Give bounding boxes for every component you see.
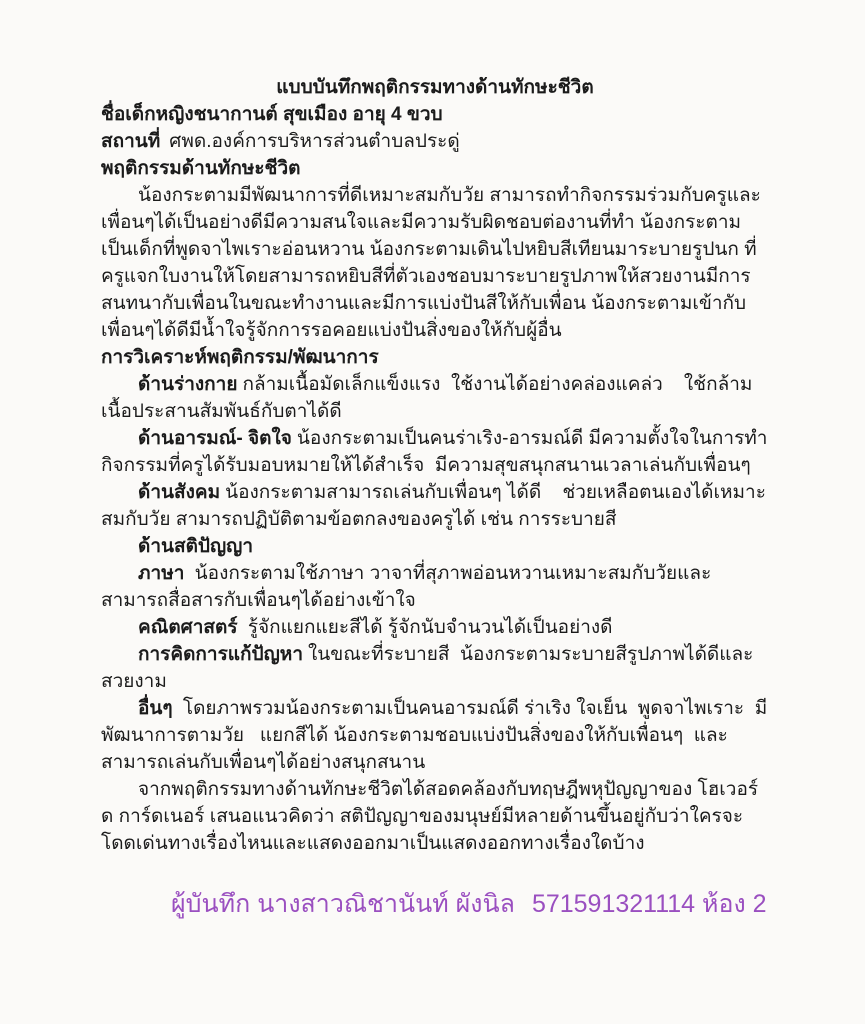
paragraph-physical [101, 371, 769, 425]
page-title: แบบบันทึกพฤติกรรมทางด้านทักษะชีวิต [276, 77, 594, 98]
paragraph-text: น้องกระตามเป็นคนร่าเริง-อารมณ์ดี มีความตั้งใจในการทำกิจกรรมที่ครูได้รับมอบหมายให้ได้สำเร็จ มีความสุขสนุกสนานเวลาเล่นกับเพื่อนๆ [101, 428, 768, 476]
paragraph-text: น้องกระตามมีพัฒนาการที่ดีเหมาะสมกับวัย สามารถทำกิจกรรมร่วมกับครูและเพื่อนๆได้เป็นอย่างดีมีความสนใจและมีความรับผิดชอบต่องานที่ทำ น้องกระตามเป็นเด็กที่พูดจาไพเราะอ่อนหวาน น้องกระตามเดินไปหยิบสีเทียนมาระบายรูปนก ที่ครูแจกใบงานให้โดยสามารถหยิบสีที่ตัวเองชอบมาระบายรูปภาพให้สวยงานมีการสนทนากับเพื่อนในขณะทำงานและมีการแบ่งปันสีให้กับเพื่อน น้องกระตามเข้ากับเพื่อนๆได้ดีมีน้ำใจรู้จักการรอคอยแบ่งปันสิ่งของให้กับผู้อื่น [101, 185, 761, 341]
paragraph-text: น้องกระตามใช้ภาษา วาจาที่สุภาพอ่อนหวานเหมาะสมกับวัยและสามารถสื่อสารกับเพื่อนๆได้อย่างเข้าใจ [101, 563, 712, 611]
paragraph-math [101, 614, 769, 641]
paragraph-label: อื่นๆ [138, 698, 173, 719]
paragraph-label: คณิตศาสตร์ [138, 617, 238, 638]
recorder-name: นางสาวณิชานันท์ ผังนิล [257, 890, 515, 918]
section-heading-life-skills: พฤติกรรมด้านทักษะชีวิต [101, 158, 301, 179]
paragraph-text: น้องกระตามสามารถเล่นกับเพื่อนๆ ได้ดี ช่วยเหลือตนเองได้เหมาะสมกับวัย สามารถปฏิบัติตามข้อตกลงของครูได้ เช่น การระบายสี [101, 482, 766, 530]
paragraph-label: ด้านสติปัญญา [138, 536, 254, 557]
paragraph-emotional [101, 425, 769, 479]
section-heading-analysis: การวิเคราะห์พฤติกรรม/พัฒนาการ [101, 347, 379, 368]
paragraph-text: โดยภาพรวมน้องกระตามเป็นคนอารมณ์ดี ร่าเริง ใจเย็น พูดจาไพเราะ มีพัฒนาการตามวัย แยกสีได้ น้องกระตามชอบแบ่งปันสิ่งของให้กับเพื่อนๆ และสามารถเล่นกับเพื่อนๆได้อย่างสนุกสนาน [101, 698, 768, 773]
place-line [101, 128, 769, 155]
recorder-line [101, 887, 769, 921]
paragraph-label: การคิดการแก้ปัญหา [138, 644, 303, 665]
place-label: สถานที่ [101, 131, 161, 152]
paragraph-label: ด้านร่างกาย [138, 374, 238, 395]
child-name-line: ชื่อเด็กหญิงชนากานต์ สุขเมือง อายุ 4 ขวบ [101, 104, 443, 125]
paragraph-label: ภาษา [138, 563, 185, 584]
place-value: ศพด.องค์การบริหารส่วนตำบลประดู่ [169, 131, 460, 152]
paragraph-theory [101, 776, 769, 857]
paragraph-intellectual-heading [101, 533, 769, 560]
student-id: 571591321114 [531, 890, 696, 918]
paragraph-text: จากพฤติกรรมทางด้านทักษะชีวิตได้สอดคล้องกับทฤษฎีพหุปัญญาของ โฮเวอร์ด การ์ดเนอร์ เสนอแนวคิดว่า สติปัญญาของมนุษย์มีหลายด้านขึ้นอยู่กับว่าใครจะโดดเด่นทางเรื่องไหนและแสดงออกมาเป็นแสดงออกทางเรื่องใดบ้าง [101, 779, 759, 854]
paragraph-overview [101, 182, 769, 344]
paragraph-text: ในขณะที่ระบายสี น้องกระตามระบายสีรูปภาพได้ดีและสวยงาม [101, 644, 754, 692]
document-content [101, 74, 769, 921]
recorder-label: ผู้บันทึก [171, 890, 251, 918]
paragraph-text: รู้จักแยกแยะสีได้ รู้จักนับจำนวนได้เป็นอย่างดี [242, 617, 613, 638]
paragraph-text: กล้ามเนื้อมัดเล็กแข็งแรง ใช้งานได้อย่างคล่องแคล่ว ใช้กล้ามเนื้อประสานสัมพันธ์กับตาได้ดี [101, 374, 753, 422]
paragraph-problem-solving [101, 641, 769, 695]
paragraph-label: ด้านอารมณ์- จิตใจ [138, 428, 292, 449]
room-number: ห้อง 2 [702, 890, 767, 918]
paragraph-social [101, 479, 769, 533]
paragraph-others [101, 695, 769, 776]
paragraph-language [101, 560, 769, 614]
paragraph-label: ด้านสังคม [138, 482, 221, 503]
